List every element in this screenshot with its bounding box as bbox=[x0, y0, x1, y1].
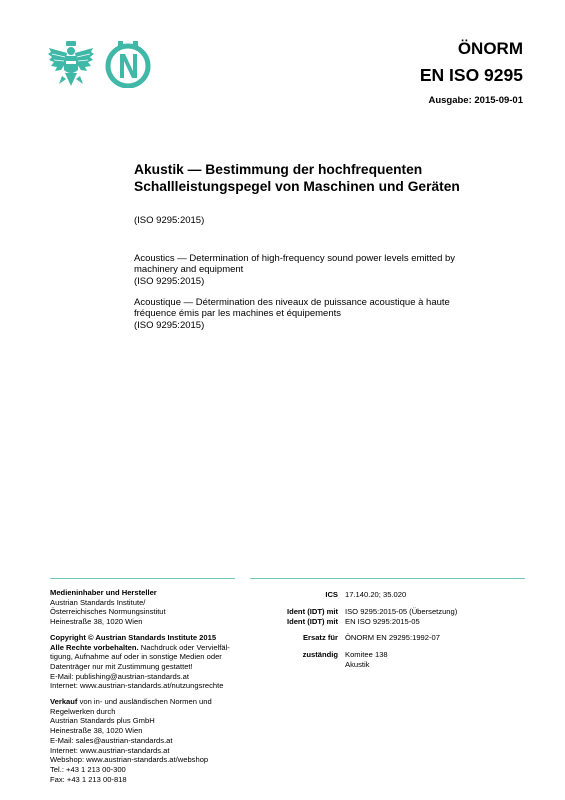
sales-fax: Fax: +43 1 213 00-818 bbox=[50, 774, 127, 784]
brand-block bbox=[420, 38, 523, 86]
copyright-email: E-Mail: publishing@austrian-standards.at bbox=[50, 671, 189, 681]
sales-first-line bbox=[50, 697, 240, 707]
ersatz-label: Ersatz für bbox=[302, 633, 338, 642]
french-title bbox=[134, 297, 494, 331]
committee-value bbox=[345, 650, 525, 669]
french-line-1: Acoustique — Détermination des niveaux de puissance acoustique à haute bbox=[134, 297, 450, 308]
publisher-line: Austrian Standards Institute/ bbox=[50, 597, 146, 607]
right-divider bbox=[250, 578, 525, 579]
ident-value: ISO 9295:2015-05 (Übersetzung) bbox=[345, 607, 458, 616]
title-line-1: Akustik — Bestimmung der hochfrequenten bbox=[134, 162, 423, 177]
sales-block bbox=[50, 697, 240, 784]
document-title bbox=[134, 161, 514, 195]
iso-reference: (ISO 9295:2015) bbox=[134, 215, 205, 226]
english-title bbox=[134, 253, 494, 287]
committee-name: Akustik bbox=[345, 659, 370, 669]
english-line-3: (ISO 9295:2015) bbox=[134, 275, 205, 287]
publisher-heading: Medieninhaber und Hersteller bbox=[50, 588, 157, 597]
brand-onorm: ÖNORM bbox=[457, 39, 523, 58]
sales-email: E-Mail: sales@austrian-standards.at bbox=[50, 735, 173, 745]
sales-line: Regelwerken durch bbox=[50, 706, 116, 716]
committee-number: Komitee 138 bbox=[345, 650, 388, 659]
french-line-3: (ISO 9295:2015) bbox=[134, 319, 205, 331]
edition-date: Ausgabe: 2015-09-01 bbox=[428, 95, 523, 106]
sales-internet: Internet: www.austrian-standards.at bbox=[50, 745, 170, 755]
sales-line: Austrian Standards plus GmbH bbox=[50, 716, 155, 726]
english-line-2: machinery and equipment bbox=[134, 264, 244, 276]
sales-tel: Tel.: +43 1 213 00-300 bbox=[50, 764, 126, 774]
copyright-line: Datenträger nur mit Zustimmung gestattet! bbox=[50, 661, 193, 671]
french-line-2: fréquence émis par les machines et équipements bbox=[134, 308, 342, 320]
sales-rest: von in- und ausländischen Normen und bbox=[77, 697, 212, 707]
publisher-line: Österreichisches Normungsinstitut bbox=[50, 607, 166, 617]
ident-value: EN ISO 9295:2015-05 bbox=[345, 617, 420, 626]
publisher-info bbox=[50, 588, 240, 790]
rights-rest: Nachdruck oder Vervielfäl- bbox=[138, 642, 230, 652]
committee-label: zuständig bbox=[302, 650, 338, 659]
ics-label: ICS bbox=[325, 590, 338, 599]
ersatz-value: ÖNORM EN 29295:1992-07 bbox=[345, 633, 440, 642]
english-line-1: Acoustics — Determination of high-frequency sound power levels emitted by bbox=[134, 253, 456, 264]
left-divider bbox=[50, 578, 235, 579]
ident-label: Ident (IDT) mit bbox=[286, 617, 338, 626]
ics-value: 17.140.20; 35.020 bbox=[345, 590, 407, 599]
austrian-eagle-logo bbox=[47, 40, 95, 88]
rights-bold: Alle Rechte vorbehalten. bbox=[50, 642, 139, 652]
copyright-block bbox=[50, 633, 240, 691]
ident-label: Ident (IDT) mit bbox=[286, 607, 338, 616]
oenorm-logo bbox=[104, 38, 152, 88]
publisher-line: Heinestraße 38, 1020 Wien bbox=[50, 617, 143, 627]
copyright-url: Internet: www.austrian-standards.at/nutzungsrechte bbox=[50, 681, 224, 691]
sales-bold: Verkauf bbox=[50, 697, 78, 707]
title-line-2: Schallleistungspegel von Maschinen und Geräten bbox=[134, 179, 460, 194]
sales-line: Heinestraße 38, 1020 Wien bbox=[50, 726, 143, 736]
sales-webshop: Webshop: www.austrian-standards.at/webshop bbox=[50, 755, 209, 765]
standard-number: EN ISO 9295 bbox=[419, 65, 523, 85]
copyright-heading: Copyright © Austrian Standards Institute 2015 bbox=[50, 632, 217, 642]
copyright-line: tigung, Aufnahme auf oder in sonstige Medien oder bbox=[50, 652, 222, 662]
